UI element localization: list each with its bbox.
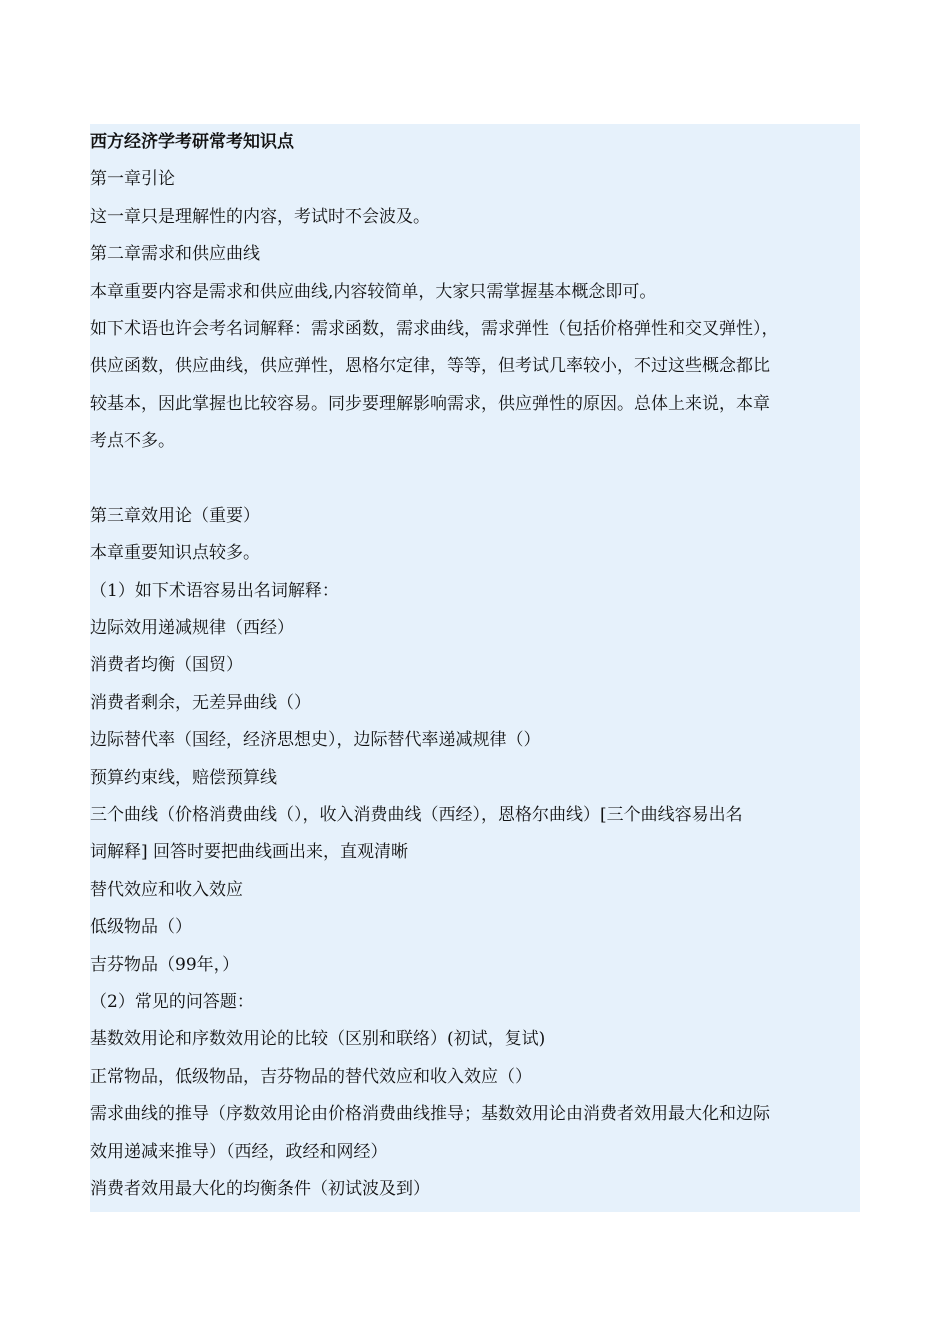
- text-line: （2）常见的问答题：: [90, 991, 254, 1012]
- text-line: 考点不多。: [90, 431, 175, 452]
- text-line: 词解释] 回答时要把曲线画出来，直观清晰: [90, 842, 409, 863]
- document-body: [90, 124, 860, 1212]
- text-line: 第一章引论: [90, 169, 175, 190]
- text-line: 吉芬物品（99年，）: [90, 954, 240, 975]
- text-line: 替代效应和收入效应: [90, 879, 243, 900]
- text-line: 效用递减来推导）（西经，政经和网经）: [90, 1141, 388, 1162]
- text-line: [90, 461, 860, 498]
- text-line: 第三章效用论（重要）: [90, 505, 260, 526]
- text-line: （1）如下术语容易出名词解释：: [90, 580, 339, 601]
- text-line: 需求曲线的推导（序数效用论由价格消费曲线推导；基数效用论由消费者效用最大化和边际: [90, 1104, 770, 1125]
- text-line: 供应函数，供应曲线，供应弹性，恩格尔定律，等等，但考试几率较小，不过这些概念都比: [90, 356, 770, 377]
- document-title: 西方经济学考研常考知识点: [90, 132, 294, 152]
- text-line: 如下术语也许会考名词解释：需求函数，需求曲线，需求弹性（包括价格弹性和交叉弹性），: [90, 318, 779, 339]
- text-line: 低级物品（）: [90, 917, 192, 938]
- text-line: 消费者均衡（国贸）: [90, 655, 243, 676]
- text-line: 正常物品，低级物品，吉芬物品的替代效应和收入效应（）: [90, 1066, 532, 1087]
- text-line: 较基本，因此掌握也比较容易。同步要理解影响需求，供应弹性的原因。总体上来说，本章: [90, 393, 770, 414]
- text-line: 边际替代率（国经，经济思想史），边际替代率递减规律（）: [90, 730, 541, 751]
- text-line: 消费者效用最大化的均衡条件（初试波及到）: [90, 1178, 430, 1199]
- text-line: 这一章只是理解性的内容，考试时不会波及。: [90, 206, 430, 227]
- text-line: 预算约束线，赔偿预算线: [90, 767, 277, 788]
- text-line: 第二章需求和供应曲线: [90, 244, 260, 265]
- document-lines: [90, 161, 860, 1208]
- text-line: 本章重要知识点较多。: [90, 543, 260, 564]
- text-line: 边际效用递减规律（西经）: [90, 618, 294, 639]
- text-line: 基数效用论和序数效用论的比较（区别和联络）(初试，复试): [90, 1029, 546, 1050]
- text-line: 本章重要内容是需求和供应曲线,内容较简单，大家只需掌握基本概念即可。: [90, 281, 657, 302]
- text-line: 三个曲线（价格消费曲线（），收入消费曲线（西经），恩格尔曲线）[三个曲线容易出名: [90, 805, 743, 826]
- text-line: 消费者剩余，无差异曲线（）: [90, 692, 311, 713]
